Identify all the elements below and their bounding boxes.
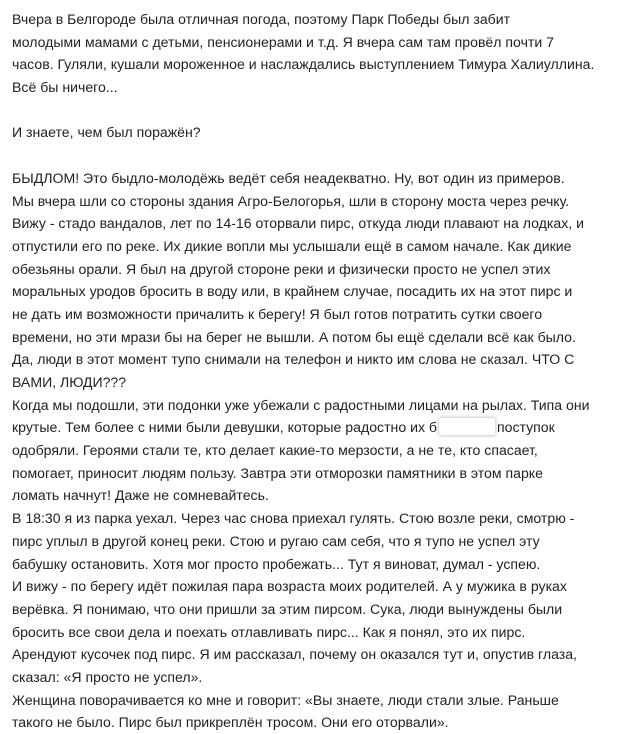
text-line: сказал: «Я просто не успел». — [12, 668, 203, 685]
text-line: ломать начнут! Даже не сомневайтесь. — [12, 487, 269, 504]
text-line: Женщина поворачивается ко мне и говорит: «Вы знаете, люди стали злые. Раньше — [12, 691, 559, 708]
paragraph-intro — [12, 8, 612, 99]
text-line: одобряли. Героями стали те, кто делает какие-то мерзости, а не те, кто спасает, — [12, 442, 538, 459]
text-line-redacted — [12, 416, 612, 439]
post-body — [12, 0, 612, 734]
text-line: Вчера в Белгороде была отличная погода, поэтому Парк Победы был забит — [12, 11, 511, 27]
text-line: ВАМИ, ЛЮДИ??? — [12, 374, 127, 390]
text-line: И вижу - по берегу идёт пожилая пара возраста моих родителей. А у мужика в руках — [12, 578, 567, 595]
text-line: моральных уродов бросить в воду или, в крайнем случае, посадить их на этот пирс и — [12, 283, 573, 300]
text-line: верёвка. Я понимаю, что они пришли за этим пирсом. Сука, люди вынуждены были — [12, 600, 563, 617]
text-line: бабушку остановить. Хотя мог просто пробежать... Тут я виноват, думал - успею. — [12, 555, 541, 572]
text-line: пирс уплыл в другой конец реки. Стою и ругаю сам себя, что я тупо не успел эту — [12, 532, 540, 549]
text-line: такого не было. Пирс был прикреплён тросом. Они его оторвали». — [12, 714, 449, 731]
paragraph-continued — [12, 416, 612, 734]
paragraph-question — [12, 121, 612, 144]
text-line: бросить все свои дела и поехать отлавливать пирс... Как я понял, это их пирс. — [12, 623, 526, 640]
text-line: И знаете, чем был поражён? — [12, 124, 201, 141]
text-line: Когда мы подошли, эти подонки уже убежали с радостными лицами на рылах. Типа они — [12, 396, 590, 413]
text-line: часов. Гуляли, кушали мороженное и наслаждались выступлением Тимура Халиуллина. — [12, 56, 595, 73]
text-line: помогает, приносит людям пользу. Завтра эти отморозки памятники в этом парке — [12, 464, 543, 481]
text-line: отпустили его по реке. Их дикие вопли мы услышали ещё в самом начале. Как дикие — [12, 237, 572, 254]
text-line: Мы вчера шли со стороны здания Агро-Белогорья, шли в сторону моста через речку. — [12, 192, 570, 209]
text-line: Арендуют кусочек под пирс. Я им рассказал, почему он оказался тут и, опустив глаза, — [12, 646, 577, 663]
text-line: БЫДЛОМ! Это быдло-молодёжь ведёт себя неадекватно. Ну, вот один из примеров. — [12, 169, 565, 186]
paragraph-main — [12, 167, 612, 417]
text-line: обезьяны орали. Я был на другой стороне реки и физически просто не успел этих — [12, 260, 551, 277]
text-fragment: крутые. Тем более с ними были девушки, которые радостно их б — [12, 419, 437, 436]
text-line: молодыми мамами с детьми, пенсионерами и т.д. Я вчера сам там провёл почти 7 — [12, 33, 554, 50]
text-line: времени, но эти мрази бы на берег не вышли. А потом бы ещё сделали всё как было. — [12, 328, 576, 345]
text-line: В 18:30 я из парка уехал. Через час снова приехал гулять. Стою возле реки, смотрю - — [12, 510, 575, 527]
text-line: Да, люди в этот момент тупо снимали на телефон и никто им слова не сказал. ЧТО С — [12, 351, 575, 368]
text-fragment: поступок — [497, 419, 555, 436]
redaction-box — [439, 418, 495, 435]
text-line: Вижу - стадо вандалов, лет по 14-16 оторвали пирс, откуда люди плавают на лодках, и — [12, 215, 584, 232]
text-line: не дать им возможности причалить к берегу! Я был готов потратить сутки своего — [12, 305, 543, 322]
text-line: Всё бы ничего... — [12, 79, 118, 96]
